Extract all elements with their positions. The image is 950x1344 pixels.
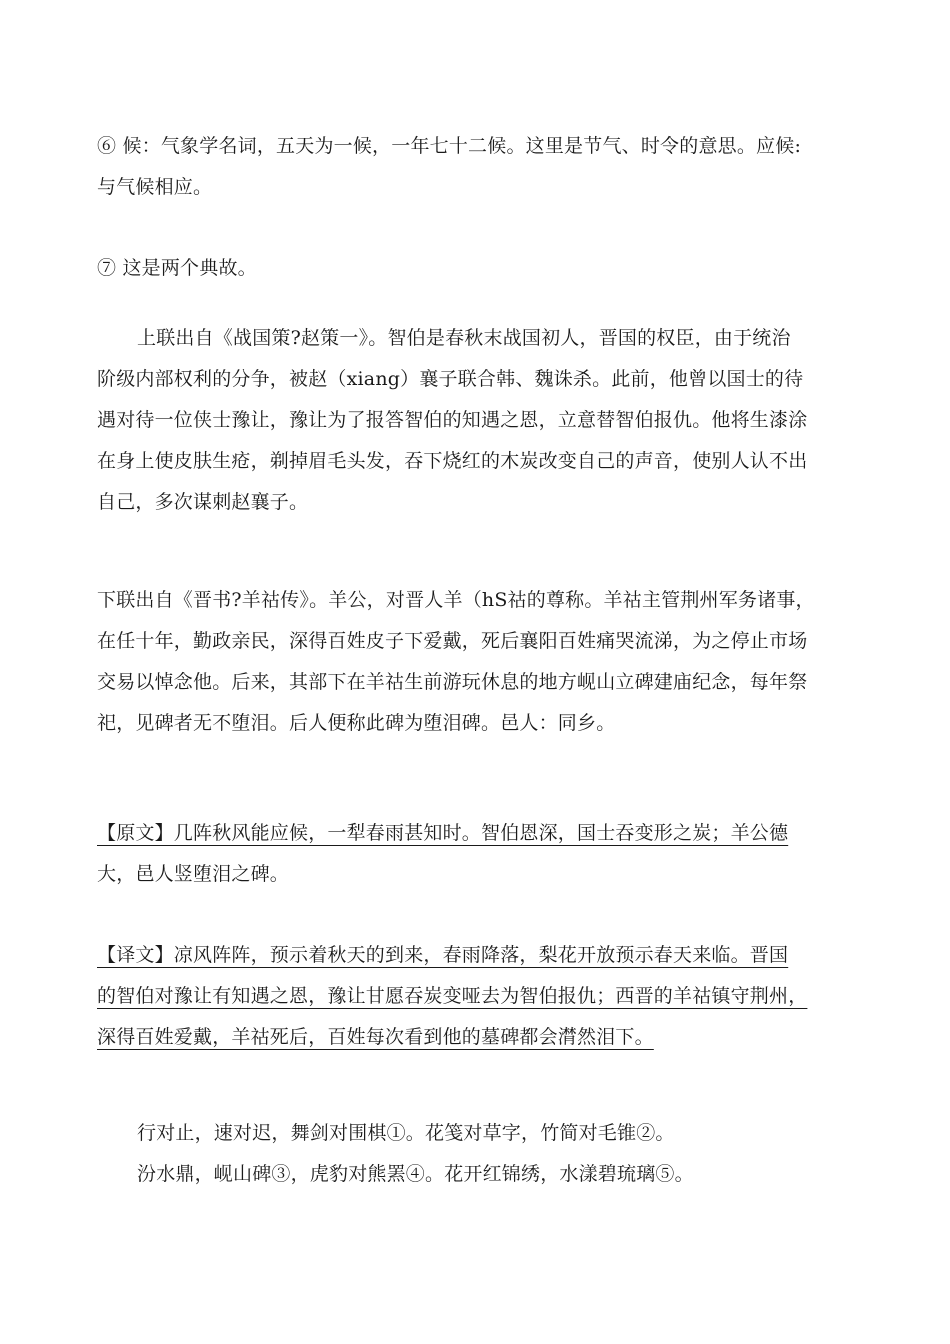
- upper-couplet-explanation: [97, 318, 857, 523]
- text-line: 交易以悼念他。后来，其部下在羊祜生前游玩休息的地方岘山立碑建庙纪念，每年祭: [97, 671, 808, 693]
- lower-couplet-explanation: [97, 580, 857, 744]
- verse-line: 汾水鼎，岘山碑③，虎豹对熊罴④。花开红锦绣，水漾碧琉璃⑤。: [137, 1163, 694, 1185]
- note-7-paragraph: [97, 248, 857, 289]
- text-line: 阶级内部权利的分争，被赵（xiang）襄子联合韩、魏诛杀。此前，他曾以国士的待: [97, 368, 804, 390]
- original-text-paragraph: [97, 813, 857, 895]
- text-line: 与气候相应。: [97, 176, 213, 198]
- text-line: 上联出自《战国策?赵策一》。智伯是春秋末战国初人，晋国的权臣，由于统治: [137, 327, 791, 349]
- verse-line: 行对止，速对迟，舞剑对围棋①。花笺对草字，竹简对毛锥②。: [137, 1122, 675, 1144]
- text-line: 大，邑人竖堕泪之碑。: [97, 863, 290, 885]
- text-line: 在身上使皮肤生疮，剃掉眉毛头发，吞下烧红的木炭改变自己的声音，使别人认不出: [97, 450, 808, 472]
- text-line: 在任十年，勤政亲民，深得百姓皮子下爱戴，死后襄阳百姓痛哭流涕，为之停止市场: [97, 630, 808, 652]
- underlined-text-line: 【译文】凉风阵阵，预示着秋天的到来，春雨降落，梨花开放预示春天来临。晋国: [97, 944, 789, 966]
- translation-paragraph: [97, 935, 857, 1058]
- text-line: ⑥ 候：气象学名词，五天为一候，一年七十二候。这里是节气、时令的意思。应候:: [97, 135, 802, 157]
- text-line: ⑦ 这是两个典故。: [97, 257, 257, 279]
- underlined-text-line: 的智伯对豫让有知遇之恩，豫让甘愿吞炭变哑去为智伯报仇；西晋的羊祜镇守荆州，: [97, 985, 808, 1007]
- verse-paragraph: [97, 1113, 857, 1195]
- text-line: 祀，见碑者无不堕泪。后人便称此碑为堕泪碑。邑人：同乡。: [97, 712, 616, 734]
- text-line: 自己，多次谋刺赵襄子。: [97, 491, 309, 513]
- note-6-paragraph: [97, 126, 857, 208]
- underlined-text-line: 【原文】几阵秋风能应候，一犁春雨甚知时。智伯恩深，国士吞变形之炭；羊公德: [97, 822, 789, 844]
- underlined-text-line: 深得百姓爱戴，羊祜死后，百姓每次看到他的墓碑都会潸然泪下。: [97, 1026, 654, 1048]
- text-line: 下联出自《晋书?羊祜传》。羊公，对晋人羊（hS祜的尊称。羊祜主管荆州军务诸事，: [97, 589, 815, 611]
- text-line: 遇对待一位侠士豫让，豫让为了报答智伯的知遇之恩，立意替智伯报仇。他将生漆涂: [97, 409, 808, 431]
